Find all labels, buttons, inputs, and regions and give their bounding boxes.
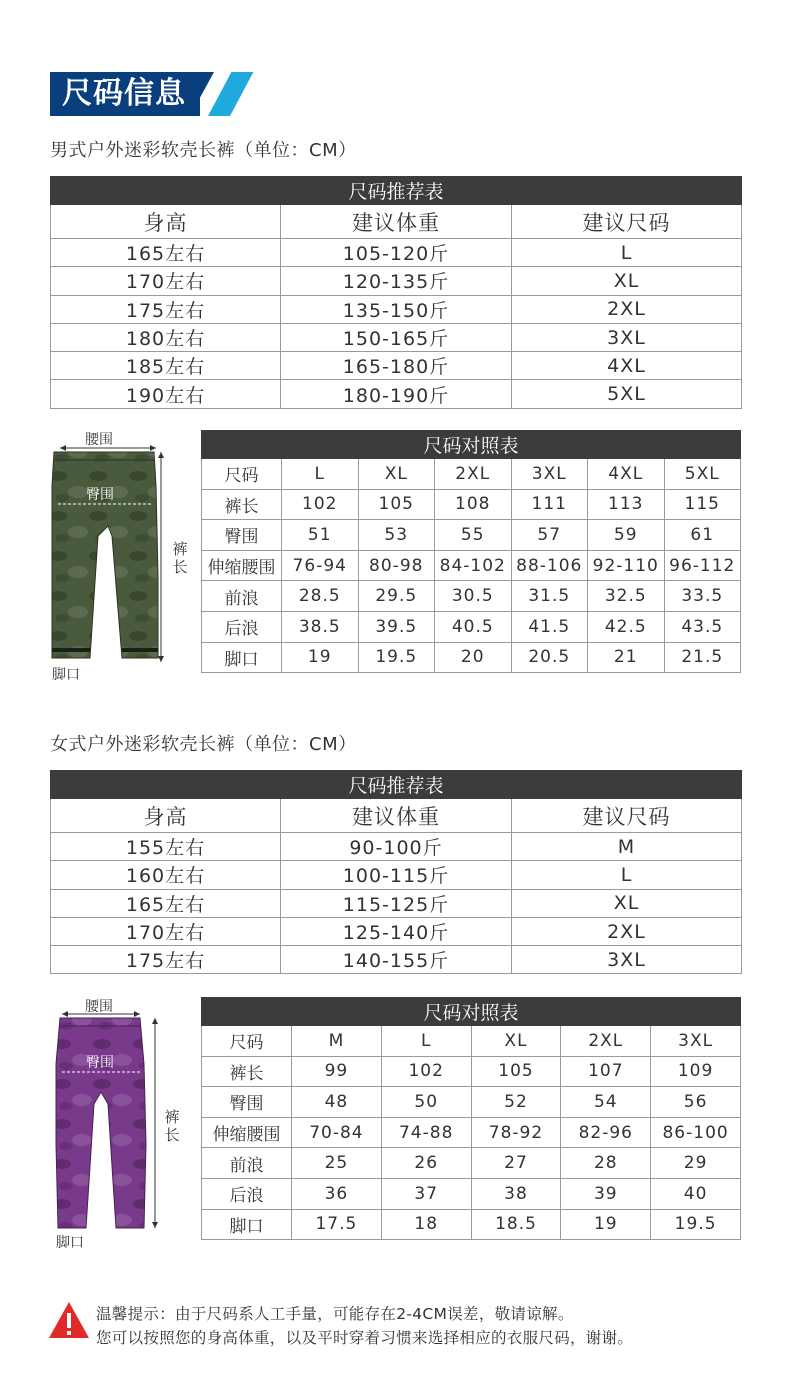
table-cell: 115 [664, 489, 741, 520]
table-row [51, 861, 742, 889]
table-cell: M [512, 833, 742, 861]
table-cell: 78-92 [471, 1117, 561, 1148]
table-cell: 105 [358, 489, 435, 520]
table-cell: L [512, 239, 742, 267]
row-label: 裤长 [202, 1056, 292, 1087]
table-cell: 51 [282, 520, 359, 551]
column-header: 建议尺码 [512, 799, 742, 833]
table-cell: 105-120斤 [281, 239, 512, 267]
table-cell: 109 [651, 1056, 741, 1087]
column-header: 建议体重 [281, 205, 512, 239]
table-cell: L [282, 459, 359, 490]
table-cell: 17.5 [292, 1209, 382, 1240]
table-cell: 105 [471, 1056, 561, 1087]
table-cell: 92-110 [588, 550, 665, 581]
table-cell: 185左右 [51, 352, 281, 380]
table-cell: 3XL [512, 946, 742, 974]
table-cell: 29 [651, 1148, 741, 1179]
table-cell: 170左右 [51, 267, 281, 295]
heading-accent-stripe [208, 72, 253, 116]
table-cell: 102 [381, 1056, 471, 1087]
table-cell: 25 [292, 1148, 382, 1179]
table-cell: 42.5 [588, 611, 665, 642]
table-row [51, 323, 742, 351]
size-header-row [202, 459, 741, 490]
table-cell: 48 [292, 1087, 382, 1118]
table-cell: 19.5 [358, 642, 435, 673]
women-waist-label: 腰围 [85, 999, 113, 1015]
men-length-label: 裤长 [172, 540, 188, 576]
table-cell: 27 [471, 1148, 561, 1179]
row-label: 尺码 [202, 1026, 292, 1057]
table-cell: 20.5 [511, 642, 588, 673]
table-caption: 尺码对照表 [202, 998, 741, 1026]
table-cell: 41.5 [511, 611, 588, 642]
table-cell: 150-165斤 [281, 323, 512, 351]
table-cell: 56 [651, 1087, 741, 1118]
women-hem-label: 脚口 [56, 1235, 84, 1251]
table-cell: 115-125斤 [281, 889, 512, 917]
table-cell: 86-100 [651, 1117, 741, 1148]
table-cell: 18.5 [471, 1209, 561, 1240]
table-cell: 19 [561, 1209, 651, 1240]
table-cell: XL [512, 267, 742, 295]
table-cell: 19 [282, 642, 359, 673]
table-cell: 38.5 [282, 611, 359, 642]
table-cell: 96-112 [664, 550, 741, 581]
table-row [51, 352, 742, 380]
column-header: 建议体重 [281, 799, 512, 833]
table-row [202, 642, 741, 673]
table-row [202, 1209, 741, 1240]
column-header: 建议尺码 [512, 205, 742, 239]
table-cell: 125-140斤 [281, 917, 512, 945]
table-cell: 155左右 [51, 833, 281, 861]
table-cell: 175左右 [51, 946, 281, 974]
table-cell: 5XL [512, 380, 742, 408]
row-label: 伸缩腰围 [202, 550, 282, 581]
table-cell: 37 [381, 1178, 471, 1209]
table-row [202, 520, 741, 551]
table-cell: 107 [561, 1056, 651, 1087]
table-cell: 30.5 [435, 581, 512, 612]
table-cell: 54 [561, 1087, 651, 1118]
table-cell: 3XL [512, 323, 742, 351]
table-cell: 38 [471, 1178, 561, 1209]
table-cell: 180左右 [51, 323, 281, 351]
row-label: 裤长 [202, 489, 282, 520]
size-header-row [202, 1026, 741, 1057]
table-cell: 31.5 [511, 581, 588, 612]
men-hem-label: 脚口 [52, 667, 80, 683]
table-cell: 76-94 [282, 550, 359, 581]
warning-icon [48, 1300, 90, 1340]
row-label: 前浪 [202, 581, 282, 612]
table-cell: 40.5 [435, 611, 512, 642]
table-cell: 90-100斤 [281, 833, 512, 861]
table-cell: 53 [358, 520, 435, 551]
table-cell: 5XL [664, 459, 741, 490]
women-subtitle: 女式户外迷彩软壳长裤（单位：CM） [50, 734, 357, 755]
men-compare-table [201, 430, 741, 673]
table-cell: 19.5 [651, 1209, 741, 1240]
table-cell: 80-98 [358, 550, 435, 581]
table-cell: 20 [435, 642, 512, 673]
women-length-label: 裤长 [164, 1108, 180, 1144]
table-cell: 102 [282, 489, 359, 520]
table-cell: 29.5 [358, 581, 435, 612]
table-cell: 84-102 [435, 550, 512, 581]
column-header: 身高 [51, 799, 281, 833]
table-cell: 39 [561, 1178, 651, 1209]
table-row [202, 1148, 741, 1179]
table-row [202, 550, 741, 581]
table-cell: 52 [471, 1087, 561, 1118]
table-cell: 120-135斤 [281, 267, 512, 295]
table-cell: 2XL [512, 295, 742, 323]
section-heading [50, 72, 228, 116]
table-row [202, 1056, 741, 1087]
table-cell: 3XL [511, 459, 588, 490]
table-cell: 111 [511, 489, 588, 520]
table-cell: XL [471, 1026, 561, 1057]
table-cell: 43.5 [664, 611, 741, 642]
women-recommend-table [50, 770, 742, 974]
table-caption: 尺码对照表 [202, 431, 741, 459]
table-cell: 18 [381, 1209, 471, 1240]
men-waist-label: 腰围 [85, 432, 113, 448]
row-label: 脚口 [202, 1209, 292, 1240]
table-cell: 190左右 [51, 380, 281, 408]
row-label: 脚口 [202, 642, 282, 673]
row-label: 伸缩腰围 [202, 1117, 292, 1148]
table-cell: 160左右 [51, 861, 281, 889]
table-caption: 尺码推荐表 [51, 771, 742, 799]
table-cell: 28 [561, 1148, 651, 1179]
table-cell: 4XL [512, 352, 742, 380]
table-cell: 3XL [651, 1026, 741, 1057]
table-row [202, 611, 741, 642]
table-row [51, 917, 742, 945]
table-cell: M [292, 1026, 382, 1057]
table-row [202, 1087, 741, 1118]
table-cell: XL [512, 889, 742, 917]
table-cell: 140-155斤 [281, 946, 512, 974]
table-cell: 4XL [588, 459, 665, 490]
table-caption: 尺码推荐表 [51, 177, 742, 205]
table-cell: 40 [651, 1178, 741, 1209]
notice-line-1: 温馨提示：由于尺码系人工手量，可能存在2-4CM误差，敬请谅解。 [96, 1305, 574, 1323]
table-cell: 113 [588, 489, 665, 520]
table-cell: 2XL [512, 917, 742, 945]
row-label: 后浪 [202, 611, 282, 642]
table-cell: 39.5 [358, 611, 435, 642]
table-cell: XL [358, 459, 435, 490]
table-cell: 165左右 [51, 889, 281, 917]
table-cell: 82-96 [561, 1117, 651, 1148]
row-label: 臀围 [202, 520, 282, 551]
table-cell: 50 [381, 1087, 471, 1118]
women-hip-label: 臀围 [86, 1055, 114, 1071]
table-cell: 88-106 [511, 550, 588, 581]
women-compare-table [201, 997, 741, 1240]
table-cell: 21.5 [664, 642, 741, 673]
table-cell: 59 [588, 520, 665, 551]
table-cell: 135-150斤 [281, 295, 512, 323]
table-cell: 165-180斤 [281, 352, 512, 380]
table-cell: 2XL [435, 459, 512, 490]
table-row [51, 267, 742, 295]
table-row [51, 295, 742, 323]
table-row [51, 889, 742, 917]
table-cell: 180-190斤 [281, 380, 512, 408]
table-cell: 108 [435, 489, 512, 520]
table-cell: 55 [435, 520, 512, 551]
table-row [202, 489, 741, 520]
row-label: 前浪 [202, 1148, 292, 1179]
table-cell: 32.5 [588, 581, 665, 612]
table-cell: 26 [381, 1148, 471, 1179]
table-cell: 21 [588, 642, 665, 673]
table-cell: 74-88 [381, 1117, 471, 1148]
column-header: 身高 [51, 205, 281, 239]
row-label: 臀围 [202, 1087, 292, 1118]
table-cell: 61 [664, 520, 741, 551]
table-cell: 57 [511, 520, 588, 551]
table-row [51, 380, 742, 408]
table-cell: L [381, 1026, 471, 1057]
table-cell: 170左右 [51, 917, 281, 945]
table-row [51, 239, 742, 267]
men-subtitle: 男式户外迷彩软壳长裤（单位：CM） [50, 140, 357, 161]
table-cell: 2XL [561, 1026, 651, 1057]
table-row [202, 1117, 741, 1148]
table-row [51, 946, 742, 974]
table-cell: 36 [292, 1178, 382, 1209]
table-cell: 175左右 [51, 295, 281, 323]
men-hip-label: 臀围 [86, 487, 114, 503]
table-row [202, 1178, 741, 1209]
row-label: 后浪 [202, 1178, 292, 1209]
table-cell: L [512, 861, 742, 889]
table-row [51, 833, 742, 861]
table-cell: 70-84 [292, 1117, 382, 1148]
table-cell: 33.5 [664, 581, 741, 612]
notice-line-2: 您可以按照您的身高体重，以及平时穿着习惯来选择相应的衣服尺码，谢谢。 [96, 1329, 634, 1347]
table-row [202, 581, 741, 612]
men-recommend-table [50, 176, 742, 409]
table-cell: 99 [292, 1056, 382, 1087]
section-title: 尺码信息 [62, 76, 186, 111]
table-cell: 165左右 [51, 239, 281, 267]
table-cell: 28.5 [282, 581, 359, 612]
table-cell: 100-115斤 [281, 861, 512, 889]
row-label: 尺码 [202, 459, 282, 490]
